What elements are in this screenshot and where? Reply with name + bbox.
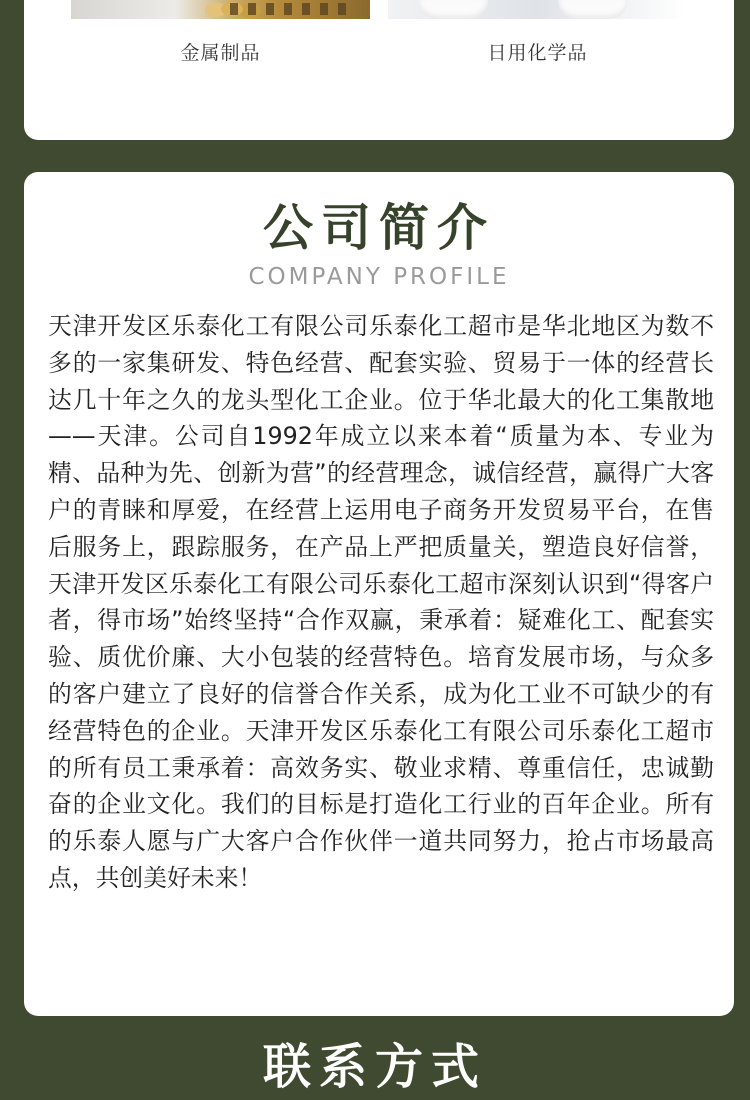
profile-body-text: 天津开发区乐泰化工有限公司乐泰化工超市是华北地区为数不多的一家集研发、特色经营、配套实验、贸易于一体的经营长达几十年之久的龙头型化工企业。位于华北最大的化工集散地——天津。公司自1992年成立以来本着“质量为本、专业为精、品种为先、创新为营”的经营理念，诚信经营，赢得广大客户的青睐和厚爱，在经营上运用电子商务开发贸易平台，在售后服务上，跟踪服务，在产品上严把质量关，塑造良好信誉，天津开发区乐泰化工有限公司乐泰化工超市深刻认识到“得客户者，得市场”始终坚持“合作双赢，秉承着：疑难化工、配套实验、质优价廉、大小包装的经营特色。培育发展市场，与众多的客户建立了良好的信誉合作关系，成为化工业不可缺少的有经营特色的企业。天津开发区乐泰化工有限公司乐泰化工超市的所有员工秉承着：高效务实、敬业求精、尊重信任，忠诚勤奋的企业文化。我们的目标是打造化工行业的百年企业。所有的乐泰人愿与广大客户合作伙伴一道共同努力，抢占市场最高点，共创美好未来！ [48,312,714,892]
cosmetic-jar-shape [558,0,628,19]
company-profile-card [24,172,734,1016]
profile-title: 公司简介 [263,199,495,257]
daily-chemicals-image[interactable] [388,0,687,19]
category-label-metal[interactable]: 金属制品 [180,42,261,64]
contact-section-title: 联系方式 [262,1039,487,1095]
product-categories-card [24,0,734,140]
metal-plate-holes [230,3,350,15]
cosmetic-jar-shape [418,0,488,19]
metal-products-image[interactable] [71,0,370,19]
category-label-daily-chemicals[interactable]: 日用化学品 [487,42,588,64]
profile-subtitle: COMPANY PROFILE [248,264,510,290]
